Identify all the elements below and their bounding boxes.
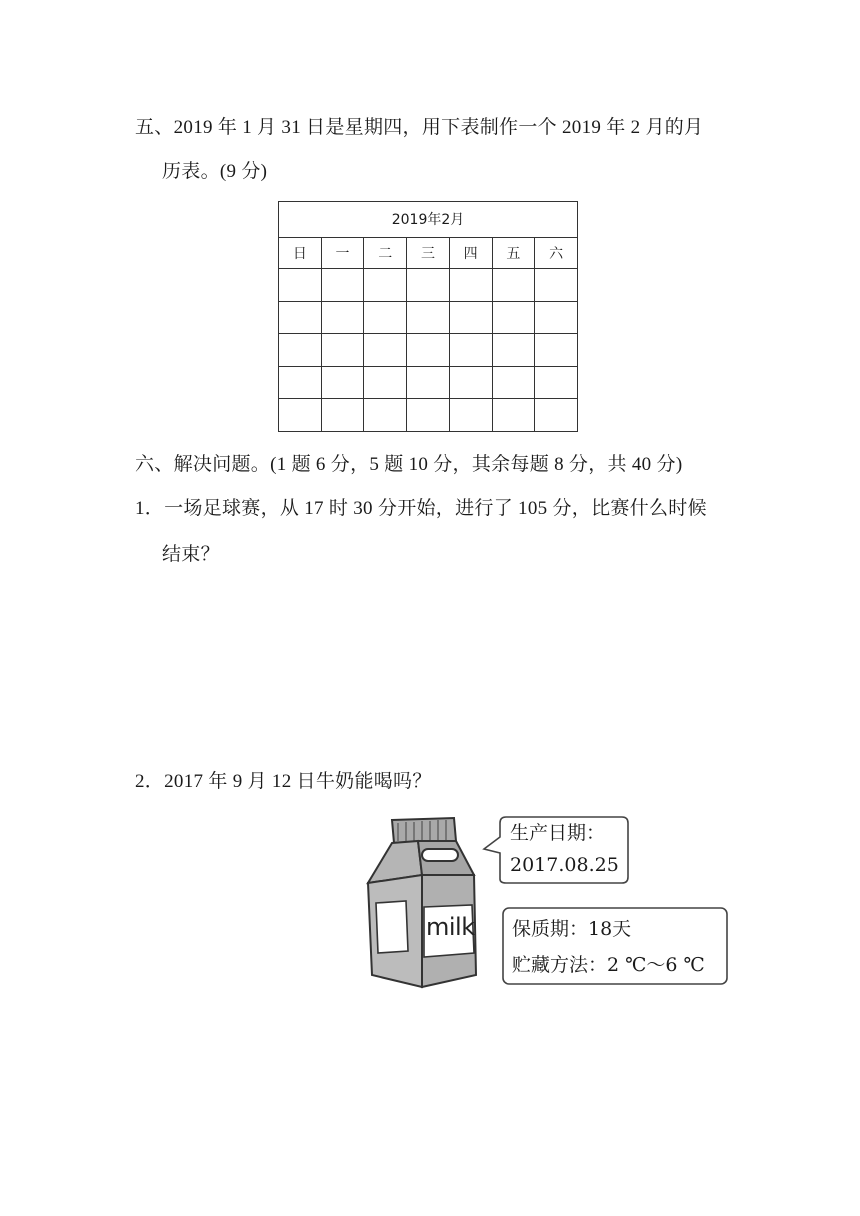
calendar-cell[interactable] [535,301,578,334]
weekday-sat: 六 [535,237,578,269]
weekday-wed: 三 [407,237,450,269]
question1-line2: 结束？ [162,544,220,565]
calendar-cell[interactable] [407,366,450,399]
calendar-cell[interactable] [321,366,364,399]
calendar-cell[interactable] [492,366,535,399]
calendar-week-row [279,334,578,367]
calendar-cell[interactable] [279,301,322,334]
calendar-cell[interactable] [321,269,364,302]
calendar-week-row [279,269,578,302]
calendar-cell[interactable] [321,399,364,432]
shelf-life-bubble [502,907,728,985]
calendar-cell[interactable] [364,301,407,334]
calendar-cell[interactable] [492,269,535,302]
calendar-cell[interactable] [279,334,322,367]
calendar-cell[interactable] [449,399,492,432]
calendar-cell[interactable] [407,269,450,302]
weekday-mon: 一 [321,237,364,269]
calendar-week-row [279,366,578,399]
calendar-cell[interactable] [449,301,492,334]
calendar-cell[interactable] [449,269,492,302]
calendar-cell[interactable] [364,399,407,432]
production-date-bubble [482,813,630,885]
question1-line1: 1．一场足球赛，从 17 时 30 分开始，进行了 105 分，比赛什么时候 [135,498,707,519]
calendar-cell[interactable] [535,334,578,367]
calendar-cell[interactable] [321,301,364,334]
section6-heading: 六、解决问题。(1 题 6 分，5 题 10 分，其余每题 8 分，共 40 分) [135,454,683,475]
calendar-cell[interactable] [321,334,364,367]
calendar-cell[interactable] [449,334,492,367]
calendar-cell[interactable] [449,366,492,399]
milk-label: milk [426,913,475,941]
calendar-cell[interactable] [492,334,535,367]
weekday-fri: 五 [492,237,535,269]
production-date-label: 生产日期： [510,822,606,844]
weekday-sun: 日 [279,237,322,269]
calendar-cell[interactable] [407,399,450,432]
calendar-cell[interactable] [364,366,407,399]
storage-method-text: 贮藏方法：2 ℃～6 ℃ [512,954,705,976]
milk-carton-illustration [364,815,494,990]
section5-question-line2: 历表。(9 分) [162,161,268,182]
shelf-life-text: 保质期：18天 [512,918,632,940]
calendar-table [278,201,578,432]
calendar-week-row [279,399,578,432]
calendar-week-row [279,301,578,334]
calendar-cell[interactable] [279,269,322,302]
calendar-cell[interactable] [535,366,578,399]
calendar-cell[interactable] [364,334,407,367]
question2-text: 2．2017 年 9 月 12 日牛奶能喝吗？ [135,771,432,792]
calendar-weekday-row [279,237,578,269]
calendar-cell[interactable] [407,301,450,334]
weekday-thu: 四 [449,237,492,269]
production-date-value: 2017.08.25 [510,854,619,876]
calendar-cell[interactable] [492,399,535,432]
calendar-cell[interactable] [535,399,578,432]
calendar-cell[interactable] [364,269,407,302]
calendar-cell[interactable] [492,301,535,334]
calendar-cell[interactable] [535,269,578,302]
calendar-title: 2019年2月 [279,202,578,238]
calendar-cell[interactable] [279,366,322,399]
calendar-cell[interactable] [407,334,450,367]
section5-question-line1: 五、2019 年 1 月 31 日是星期四，用下表制作一个 2019 年 2 月的月 [135,117,704,138]
calendar-cell[interactable] [279,399,322,432]
weekday-tue: 二 [364,237,407,269]
